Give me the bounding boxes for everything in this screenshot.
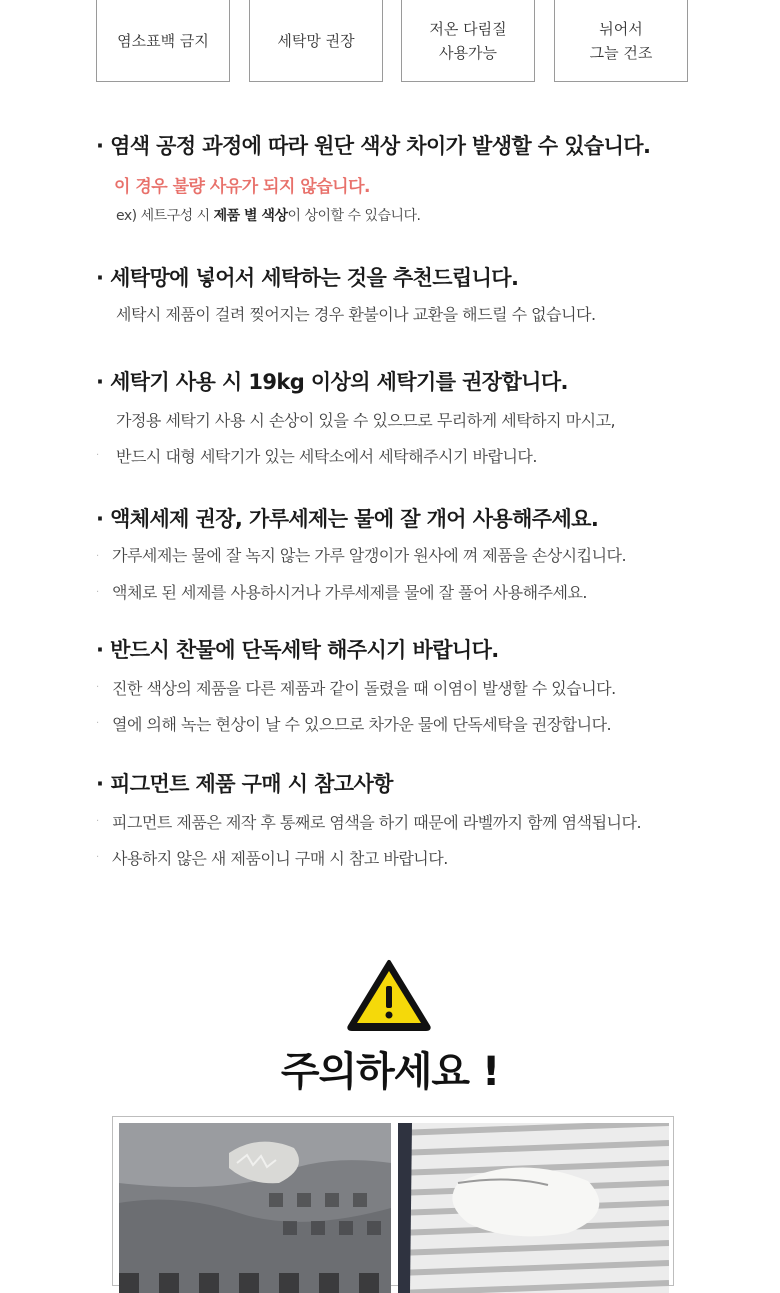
notice-title: · 반드시 찬물에 단독세탁 해주시기 바랍니다.: [96, 638, 499, 662]
care-label-low-temp-iron: 저온 다림질 사용가능: [401, 0, 535, 82]
notice-warning: 이 경우 불량 사유가 되지 않습니다.: [114, 177, 370, 197]
notice-title: · 액체세제 권장, 가루세제는 물에 잘 개어 사용해주세요.: [96, 507, 599, 531]
notice-line: 사용하지 않은 새 제품이니 구매 시 참고 바랍니다.: [112, 849, 448, 868]
bullet-dot: ·: [96, 587, 100, 598]
torn-striped-pillow-photo: [398, 1123, 669, 1293]
notice-example-bold: 제품 별 색상: [213, 208, 288, 224]
warning-triangle-icon: [346, 958, 432, 1032]
notice-line: 반드시 대형 세탁기가 있는 세탁소에서 세탁해주시기 바랍니다.: [116, 447, 537, 466]
notice-title: · 세탁망에 넣어서 세탁하는 것을 추천드립니다.: [96, 266, 519, 290]
bullet-dot: ·: [96, 718, 100, 729]
notice-title: · 피그먼트 제품 구매 시 참고사항: [96, 772, 393, 796]
torn-gray-blanket-photo: [119, 1123, 391, 1293]
notice-line: 가루세제는 물에 잘 녹지 않는 가루 알갱이가 원사에 껴 제품을 손상시킵니다.: [112, 546, 627, 565]
notice-title: · 세탁기 사용 시 19kg 이상의 세탁기를 권장합니다.: [96, 370, 568, 394]
notice-line: 진한 색상의 제품을 다른 제품과 같이 돌렸을 때 이염이 발생할 수 있습니다.: [112, 679, 616, 698]
notice-line: 열에 의해 녹는 현상이 날 수 있으므로 차가운 물에 단독세탁을 권장합니다.: [112, 715, 612, 734]
notice-line: 액체로 된 세제를 사용하시거나 가루세제를 물에 잘 풀어 사용해주세요.: [112, 583, 587, 602]
notice-line: 세탁시 제품이 걸려 찢어지는 경우 환불이나 교환을 해드릴 수 없습니다.: [116, 305, 596, 324]
notice-title: · 염색 공정 과정에 따라 원단 색상 차이가 발생할 수 있습니다.: [96, 134, 651, 158]
damage-photo-frame: [112, 1116, 674, 1286]
caution-heading: 주의하세요 !: [280, 1049, 500, 1095]
notice-example-prefix: ex) 세트구성 시: [116, 208, 214, 224]
care-label-row: [96, 0, 690, 84]
bullet-dot: ·: [96, 450, 100, 461]
bullet-dot: ·: [96, 551, 100, 562]
notice-example-suffix: 이 상이할 수 있습니다.: [287, 208, 421, 224]
care-label-laundry-net: 세탁망 권장: [249, 0, 383, 82]
care-label-flat-shade-dry: 뉘어서 그늘 건조: [554, 0, 688, 82]
notice-line: 가정용 세탁기 사용 시 손상이 있을 수 있으므로 무리하게 세탁하지 마시고,: [116, 411, 616, 430]
care-label-no-chlorine-bleach: 염소표백 금지: [96, 0, 230, 82]
notice-example: [116, 205, 421, 225]
notice-line: 피그먼트 제품은 제작 후 통째로 염색을 하기 때문에 라벨까지 함께 염색됩니다.: [112, 813, 642, 832]
bullet-dot: ·: [96, 852, 100, 863]
bullet-dot: ·: [96, 816, 100, 827]
bullet-dot: ·: [96, 682, 100, 693]
